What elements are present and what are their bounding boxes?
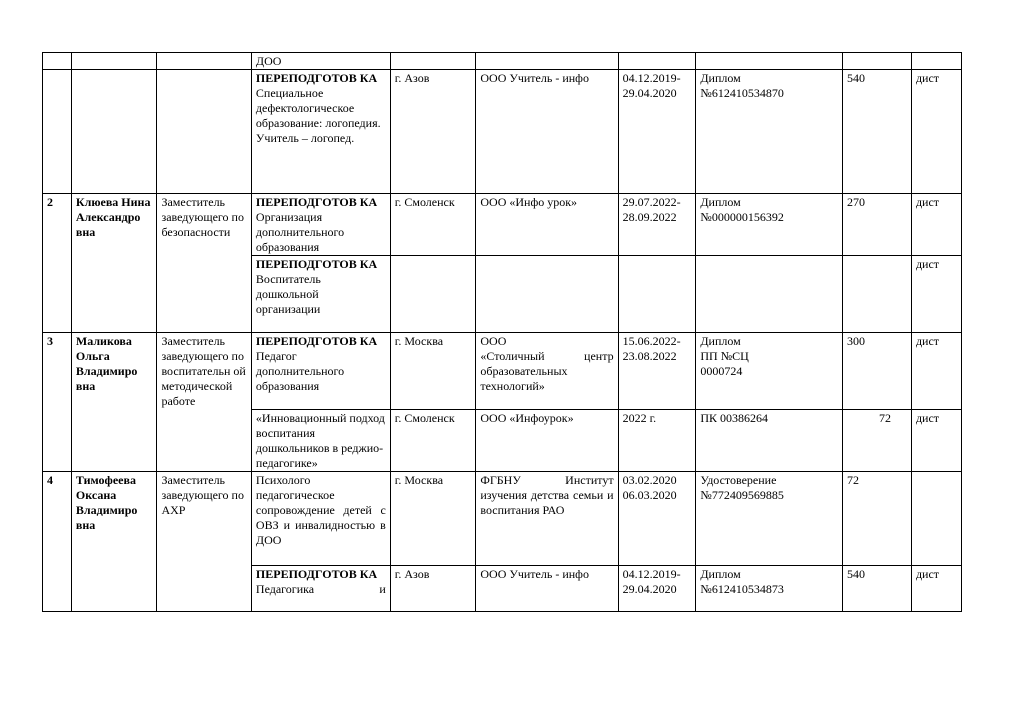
course-name: Воспитатель дошкольной организации [255, 272, 321, 316]
document-type: Диплом [700, 71, 741, 85]
org-cell: ООО Учитель - инфо [476, 70, 618, 194]
course-type: ПЕРЕПОДГОТОВ КА [255, 257, 378, 271]
org-type: ООО [480, 334, 507, 348]
course-type: ПЕРЕПОДГОТОВ КА [255, 334, 378, 348]
document-cell [696, 70, 843, 194]
course-cell [251, 194, 390, 256]
form-cell: дист [911, 256, 961, 333]
table-row [43, 194, 962, 256]
dates-cell: 15.06.2022-23.08.2022 [618, 333, 696, 410]
course-cell: ДОО [251, 53, 390, 70]
org-cell: ООО «Инфоурок» [476, 410, 618, 472]
city-cell: г. Азов [390, 566, 476, 612]
row-number: 4 [43, 472, 72, 612]
employee-name: Клюева Нина Александро вна [71, 194, 157, 333]
course-name: Педагог дополнительного образования [255, 349, 345, 393]
course-cell [251, 566, 390, 612]
hours-cell: 540 [843, 70, 912, 194]
form-cell: дист [911, 566, 961, 612]
staff-training-table [42, 52, 962, 612]
document-type: Диплом [700, 567, 741, 581]
table-row [43, 472, 962, 566]
document-cell [696, 566, 843, 612]
org-cell: ООО «Инфо урок» [476, 194, 618, 256]
employee-name: Тимофеева Оксана Владимиро вна [71, 472, 157, 612]
form-cell: дист [911, 70, 961, 194]
city-cell: г. Москва [390, 472, 476, 566]
course-cell: Психолого педагогическое сопровождение детей с ОВЗ и инвалидностью в ДОО [251, 472, 390, 566]
dates-cell [618, 472, 696, 566]
table-row [43, 70, 962, 194]
employee-position: Заместитель заведующего по АХР [157, 472, 251, 612]
employee-name: Маликова Ольга Владимиро вна [71, 333, 157, 472]
table-row [43, 53, 962, 70]
document-type: Удостоверение [700, 473, 777, 487]
course-name: Организация дополнительного образования [255, 210, 345, 254]
hours-cell: 300 [843, 333, 912, 410]
document-series: ПП №СЦ [700, 349, 749, 363]
city-cell: г. Смоленск [390, 194, 476, 256]
hours-cell: 540 [843, 566, 912, 612]
org-name: «Столичный центр образовательных технологий» [480, 349, 614, 393]
city-cell: г. Смоленск [390, 410, 476, 472]
document-type: Диплом [700, 334, 741, 348]
document-number: №612410534870 [700, 86, 784, 100]
document-cell [696, 333, 843, 410]
document-number: 0000724 [700, 364, 743, 378]
course-type: ПЕРЕПОДГОТОВ КА [255, 195, 378, 209]
form-cell: дист [911, 194, 961, 256]
course-name: Специальное дефектологическое образование: логопедия. Учитель – логопед. [255, 86, 381, 145]
form-cell: дист [911, 410, 961, 472]
document-number: №612410534873 [700, 582, 784, 596]
course-type: ПЕРЕПОДГОТОВ КА [255, 71, 378, 85]
hours-cell: 72 [843, 410, 912, 472]
form-cell: дист [911, 333, 961, 410]
org-cell: ООО Учитель - инфо [476, 566, 618, 612]
dates-cell: 29.07.2022-28.09.2022 [618, 194, 696, 256]
city-cell: г. Москва [390, 333, 476, 410]
dates-cell: 2022 г. [618, 410, 696, 472]
dates-cell: 04.12.2019-29.04.2020 [618, 566, 696, 612]
hours-cell: 72 [843, 472, 912, 566]
document-cell [696, 194, 843, 256]
date-start: 03.02.2020 [622, 473, 677, 487]
course-cell [251, 256, 390, 333]
employee-position: Заместитель заведующего по безопасности [157, 194, 251, 333]
course-cell: «Инновационный подход воспитания дошкольников в реджио-педагогике» [251, 410, 390, 472]
row-number: 3 [43, 333, 72, 472]
document-type: Диплом [700, 195, 741, 209]
table-row [43, 333, 962, 410]
date-end: 06.03.2020 [622, 488, 677, 502]
course-name: Педагогика и [255, 582, 386, 596]
course-cell [251, 70, 390, 194]
row-number: 2 [43, 194, 72, 333]
course-type: ПЕРЕПОДГОТОВ КА [255, 567, 378, 581]
document-number: №772409569885 [700, 488, 784, 502]
document-cell: ПК 00386264 [696, 410, 843, 472]
city-cell: г. Азов [390, 70, 476, 194]
course-cell [251, 333, 390, 410]
document-cell [696, 472, 843, 566]
document-number: №000000156392 [700, 210, 784, 224]
hours-cell: 270 [843, 194, 912, 256]
employee-position: Заместитель заведующего по воспитательн ой методической работе [157, 333, 251, 472]
dates-cell: 04.12.2019-29.04.2020 [618, 70, 696, 194]
org-cell: ФГБНУ Институт изучения детства семьи и воспитания РАО [476, 472, 618, 566]
org-cell [476, 333, 618, 410]
